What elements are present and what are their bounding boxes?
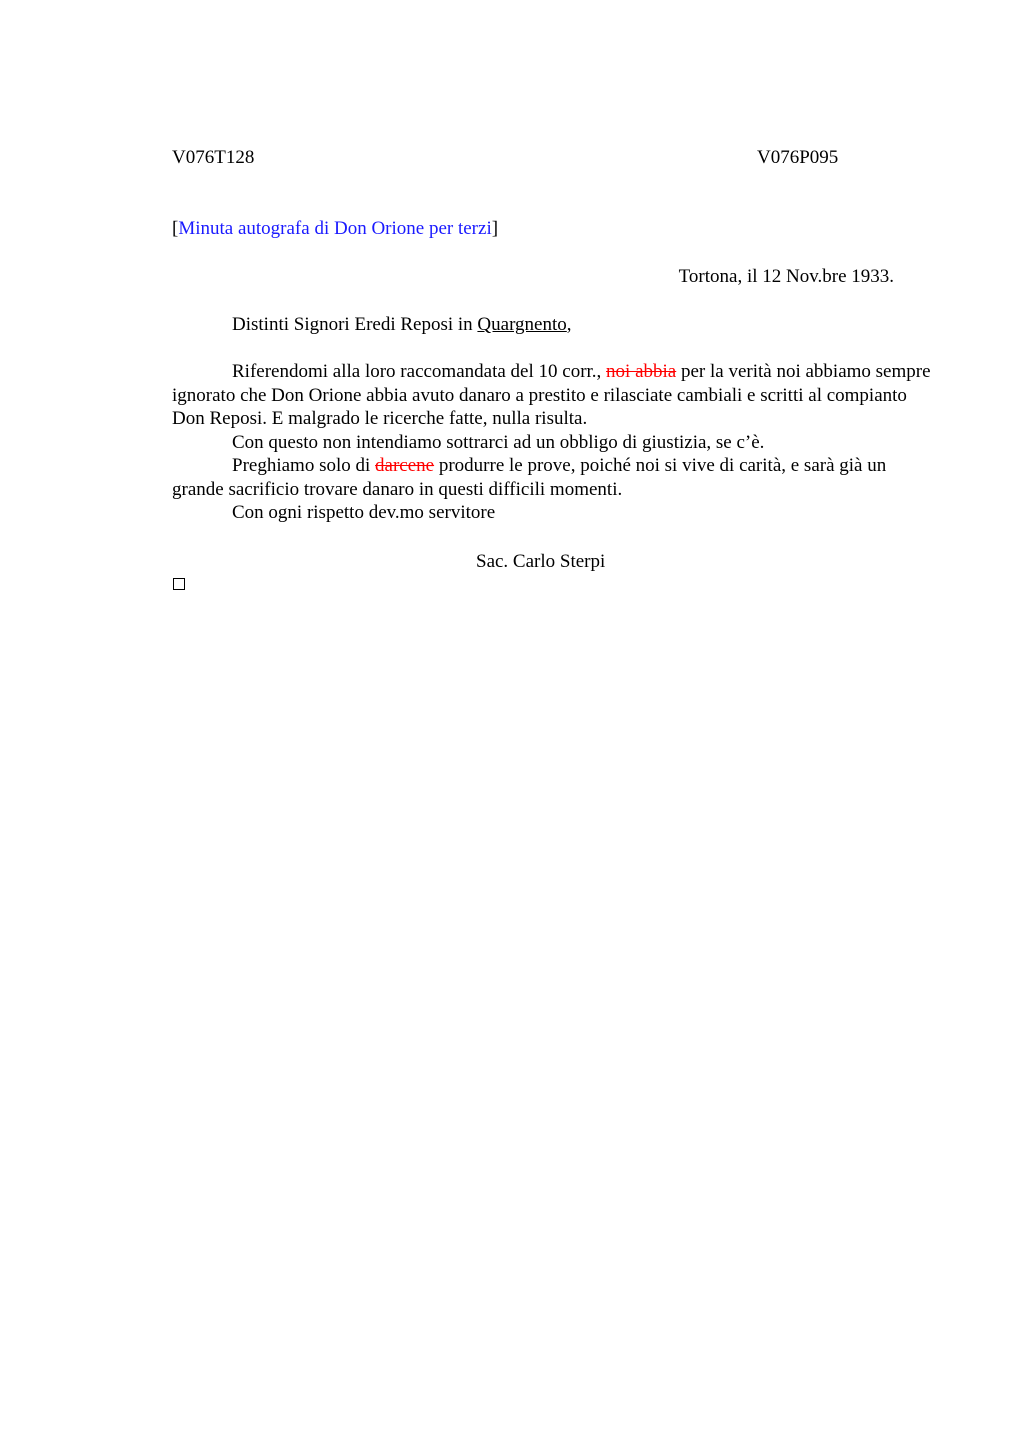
paragraph-1	[172, 360, 932, 431]
note-close-bracket: ]	[491, 218, 499, 239]
paragraph-1-before: Riferendomi alla loro raccomandata del 10 corr.,	[232, 361, 607, 382]
document-code-left: V076T128	[172, 147, 255, 168]
paragraph-2: Con questo non intendiamo sottrarci ad un obbligo di giustizia, se c’è.	[232, 431, 765, 453]
end-marker-square-icon	[173, 578, 185, 590]
date-line: Tortona, il 12 Nov.bre 1933.	[678, 266, 894, 287]
letter-body	[172, 360, 932, 525]
deleted-text: darcene	[375, 455, 435, 476]
deleted-text: noi abbia	[606, 361, 677, 382]
editorial-note	[172, 217, 498, 241]
salutation-prefix: Distinti Signori Eredi Reposi in	[232, 314, 478, 335]
paragraph-3	[172, 454, 932, 501]
paragraph-1-after: per la verità noi abbiamo sempre ignorato che Don Orione abbia avuto danaro a prestito e rilasciate cambiali e scritti al compianto Don Reposi. E malgrado le ricerche fatte, nulla risulta.	[172, 361, 931, 429]
note-open-bracket: [	[172, 218, 179, 239]
closing: Con ogni rispetto dev.mo servitore	[232, 502, 496, 523]
salutation-suffix: ,	[566, 314, 572, 335]
document-code-right: V076P095	[757, 147, 839, 168]
salutation	[232, 313, 572, 337]
paragraph-3-before: Preghiamo solo di	[232, 455, 376, 476]
paragraph-3-after: produrre le prove, poiché noi si vive di carità, e sarà già un grande sacrificio trovare danaro in questi difficili momenti.	[172, 455, 887, 500]
salutation-place: Quargnento	[477, 314, 567, 335]
note-text: Minuta autografa di Don Orione per terzi	[178, 218, 492, 239]
signature: Sac. Carlo Sterpi	[476, 551, 606, 572]
